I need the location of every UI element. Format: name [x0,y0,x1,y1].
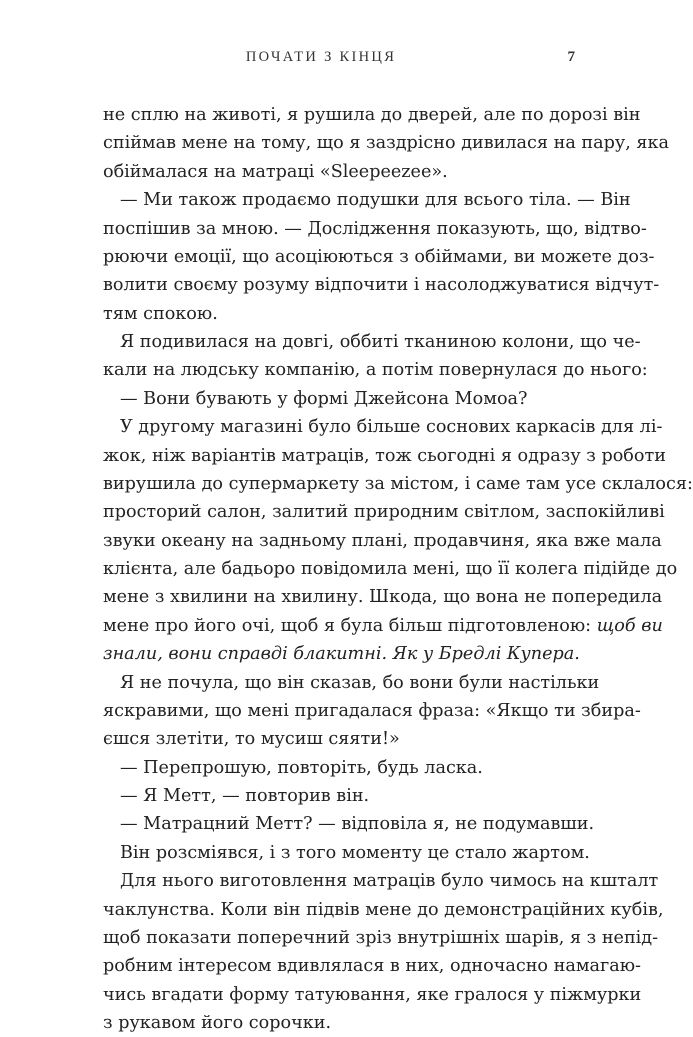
text-line: щоб показати поперечний зріз внутрішніх шарів, я з непід- [103,927,659,948]
text-line: яскравими, що мені пригадалася фраза: «Якщо ти збира- [103,700,641,721]
text-line: поспішив за мною. — Дослідження показують, що, відтво- [103,218,647,239]
text-line: — Вони бувають у формі Джейсона Момоа? [120,388,528,409]
text-line: Для нього виготовлення матраців було чимось на кшталт [120,871,659,892]
text-line [103,612,663,640]
text-line: — Я Метт, — повторив він. [120,786,370,806]
text-line: обіймалася на матраці «Sleepeezee». [103,161,448,182]
text-line: волити своєму розуму відпочити і насолоджуватися відчут- [103,275,660,296]
text-line: — Матрацний Метт? — відповіла я, не подумавши. [120,814,595,835]
body-text [103,101,693,1037]
text-line: клієнта, але бадьоро повідомила мені, що її колега підійде до [103,559,678,579]
text-line: мене з хвилини на хвилину. Шкода, що вона не попередила [103,587,663,608]
text-line: чись вгадати форму татуювання, яке гралося у піжмурки [103,984,642,1005]
running-title: ПОЧАТИ З КІНЦЯ [245,49,397,65]
text-line: спіймав мене на тому, що я заздрісно дивилася на пару, яка [103,133,669,154]
text-line: У другому магазині було більше соснових каркасів для лі- [120,417,663,438]
text-line: — Ми також продаємо подушки для всього тіла. — Він [120,190,631,211]
text-line: Він розсміявся, і з того моменту це стало жартом. [120,842,590,863]
text-line: з рукавом його сорочки. [103,1013,332,1033]
text-line: просторий салон, залитий природним світлом, заспокійливі [103,502,665,523]
text-line: звуки океану на задньому плані, продавчиня, яка вже мала [103,530,662,551]
text-line: — Перепрошую, повторіть, будь ласка. [120,757,483,778]
text-line: вирушила до супермаркету за містом, і саме там усе склалося: [103,473,693,494]
page-number: 7 [567,49,575,65]
text-line: жок, ніж варіантів матраців, тож сьогодні я одразу з роботи [103,445,666,466]
text-line: не сплю на животі, я рушила до дверей, але по дорозі він [103,105,641,125]
text-line: тям спокою. [103,303,218,324]
text-line: єшся злетіти, то мусиш сяяти!» [103,729,400,750]
text-line-italic: щоб ви [596,615,663,636]
running-header [0,47,642,67]
text-line: рюючи емоції, що асоціюються з обіймами, ви можете доз- [103,246,655,267]
text-line: робним інтересом вдивлялася в них, одночасно намагаю- [103,956,641,977]
text-line: знали, вони справді блакитні. Як у Бредлі Купера. [103,644,580,665]
text-line: кали на людську компанію, а потім повернулася до нього: [103,360,648,381]
text-line: Я подивилася на довгі, оббиті тканиною колони, що че- [120,332,641,352]
text-line-roman: мене про його очі, щоб я була більш підготовленою: [103,615,597,636]
text-line: чаклунства. Коли він підвів мене до демонстраційних кубів, [103,899,664,920]
text-line: Я не почула, що він сказав, бо вони були настільки [120,672,600,693]
